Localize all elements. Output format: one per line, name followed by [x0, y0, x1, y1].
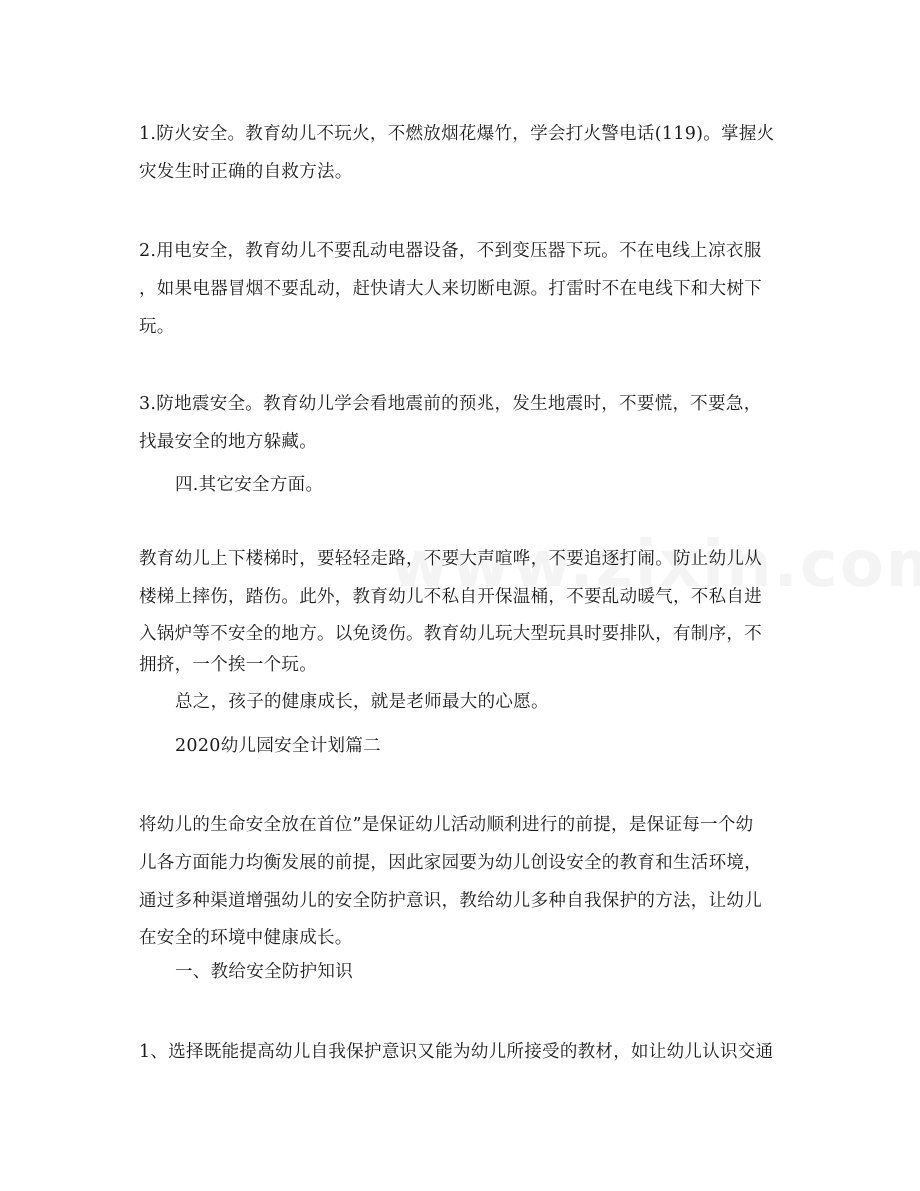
paragraph-line: 儿各方面能力均衡发展的前提，因此家园要为幼儿创设安全的教育和生活环境， — [139, 853, 762, 873]
paragraph-line: 拥挤，一个挨一个玩。 — [139, 655, 317, 675]
paragraph-line: 通过多种渠道增强幼儿的安全防护意识，教给幼儿多种自我保护的方法，让幼儿 — [139, 891, 762, 911]
paragraph-line: 在安全的环境中健康成长。 — [139, 928, 353, 948]
article-title: 2020幼儿园安全计划篇二 — [175, 736, 381, 756]
paragraph-line: 入锅炉等不安全的地方。以免烫伤。教育幼儿玩大型玩具时要排队，有制序，不 — [139, 624, 762, 644]
paragraph-line: 1.防火安全。教育幼儿不玩火，不燃放烟花爆竹，学会打火警电话(119)。掌握火 — [139, 124, 775, 144]
paragraph-line: 教育幼儿上下楼梯时，要轻轻走路，不要大声喧哗，不要追逐打闹。防止幼儿从 — [139, 549, 762, 569]
paragraph-line: 总之，孩子的健康成长，就是老师最大的心愿。 — [175, 692, 549, 712]
paragraph-line: ，如果电器冒烟不要乱动，赶快请大人来切断电源。打雷时不在电线下和大树下 — [139, 279, 762, 299]
paragraph-line: 玩。 — [139, 317, 175, 337]
paragraph-line: 楼梯上摔伤，踏伤。此外，教育幼儿不私自开保温桶，不要乱动暖气，不私自进 — [139, 587, 762, 607]
paragraph-line: 找最安全的地方躲藏。 — [139, 432, 317, 452]
section-heading: 一、教给安全防护知识 — [175, 962, 353, 982]
paragraph-line: 2.用电安全，教育幼儿不要乱动电器设备，不到变压器下玩。不在电线上凉衣服 — [139, 241, 762, 261]
section-heading: 四.其它安全方面。 — [175, 475, 324, 495]
paragraph-line: 1、选择既能提高幼儿自我保护意识又能为幼儿所接受的教材，如让幼儿认识交通 — [139, 1042, 774, 1062]
paragraph-line: 灾发生时正确的自救方法。 — [139, 162, 353, 182]
paragraph-line: 将幼儿的生命安全放在首位”是保证幼儿活动顺利进行的前提，是保证每一个幼 — [139, 815, 754, 835]
paragraph-line: 3.防地震安全。教育幼儿学会看地震前的预兆，发生地震时，不要慌，不要急， — [139, 394, 762, 414]
